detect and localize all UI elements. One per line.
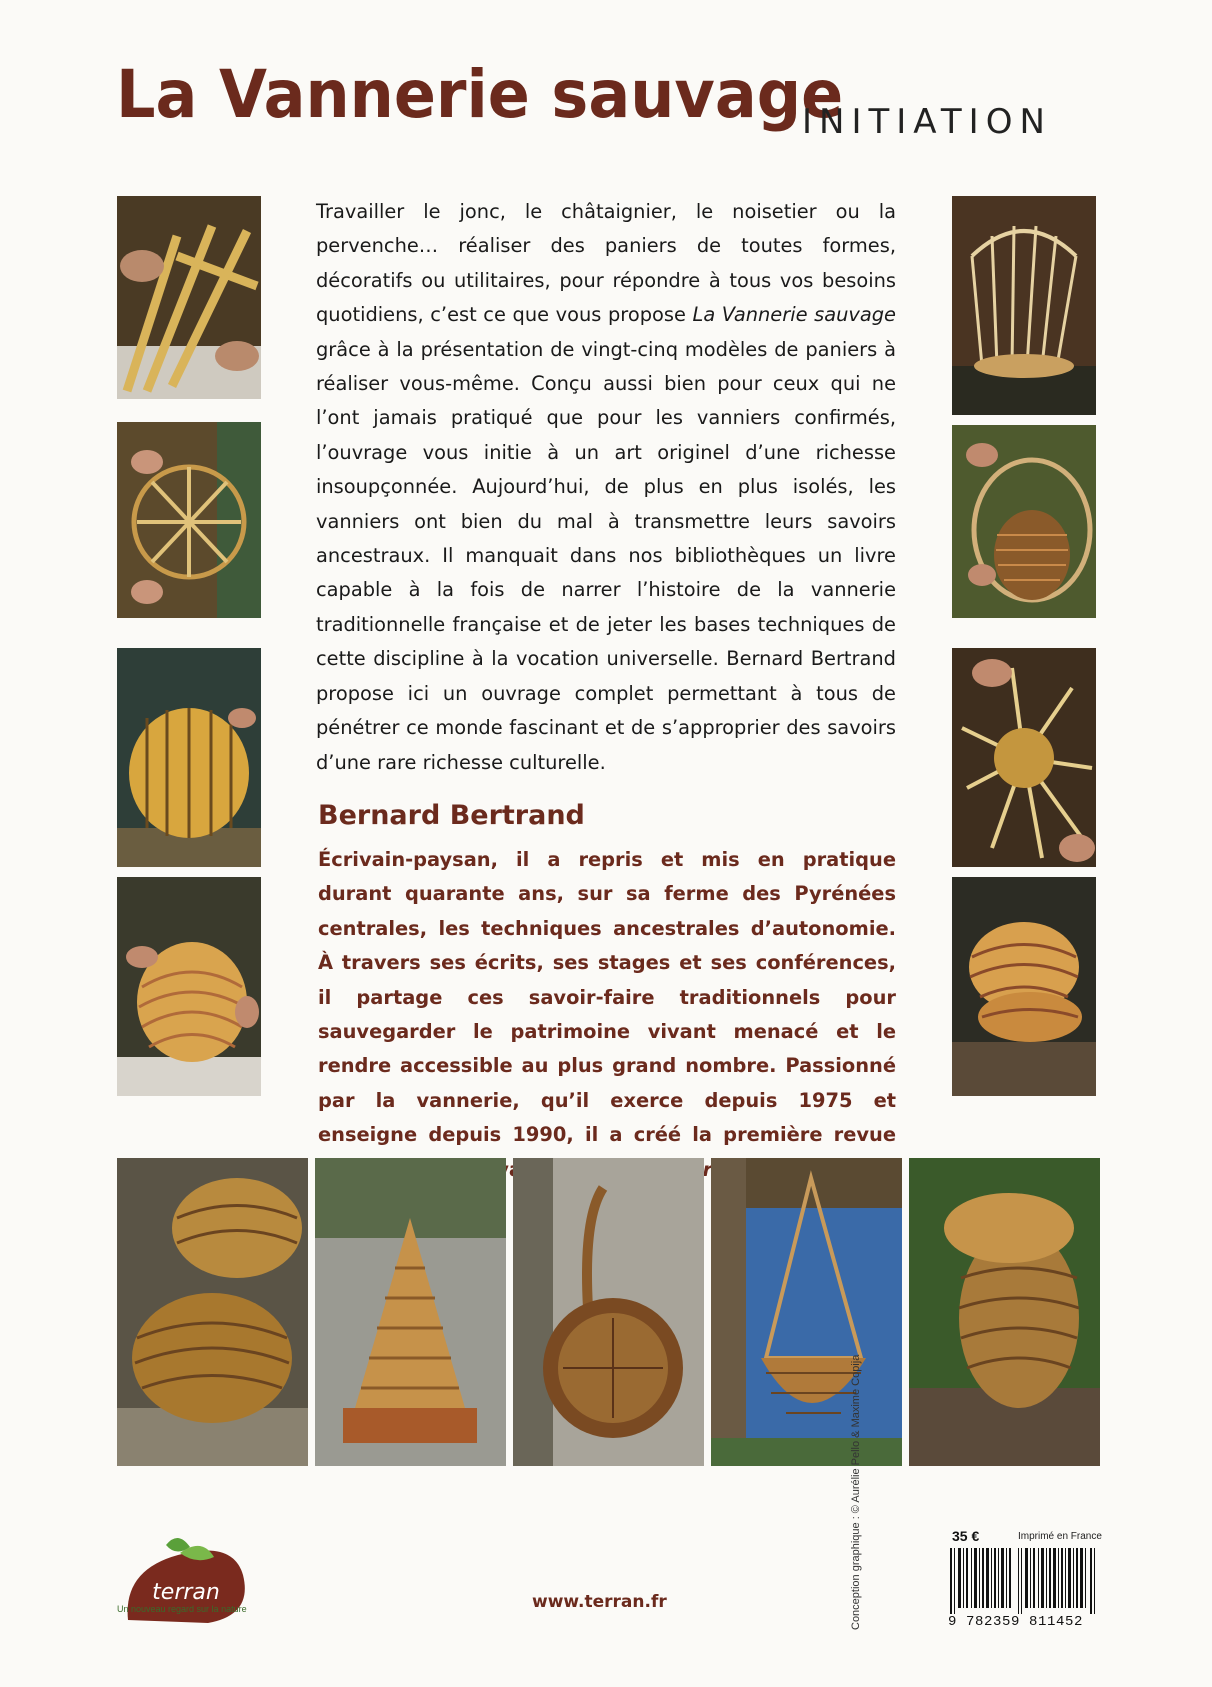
description-part-2: grâce à la présentation de vingt-cinq modèles de paniers à réaliser vous-même. Conçu aussi bien pour ceux qui ne l’ont jamais pratiqué que pour les vanniers confirmés, l’ouvrage vous initie à un art originel d’une richesse insoupçonnée. Aujourd’hui, de plus en plus isolés, les vanniers ont bien du mal à transmettre leurs savoirs ancestraux. Il manquait dans nos bibliothèques un livre capable à la fois de narrer l’histoire de la vannerie traditionnelle française et de jeter les bases techniques de cette discipline à la vocation universelle. Bernard Bertrand propose ici un ouvrage complet permettant à tous de pénétrer ce monde fascinant et de s’approprier des savoirs d’une rare richesse culturelle. bbox=[316, 337, 896, 774]
photo-left-1 bbox=[117, 196, 261, 399]
photo-right-1 bbox=[952, 196, 1096, 415]
photo-right-3 bbox=[952, 648, 1096, 867]
photo-bottom-1 bbox=[117, 1158, 308, 1466]
photo-left-2 bbox=[117, 422, 261, 618]
photo-bottom-2 bbox=[315, 1158, 506, 1466]
barcode bbox=[948, 1548, 1096, 1614]
design-credit: Conception graphique : © Aurélie Pello & Maxime Copija bbox=[850, 1354, 862, 1630]
book-title: La Vannerie sauvage bbox=[116, 56, 844, 133]
description-book-title: La Vannerie sauvage bbox=[692, 303, 896, 327]
description-text bbox=[316, 195, 896, 780]
title-block bbox=[116, 56, 890, 152]
author-name: Bernard Bertrand bbox=[318, 800, 585, 831]
photo-bottom-4 bbox=[711, 1158, 902, 1466]
isbn-number: 9 782359 811452 bbox=[948, 1614, 1084, 1630]
logo-text: terran bbox=[152, 1580, 220, 1605]
publisher-tagline: Un nouveau regard sur la nature bbox=[117, 1604, 247, 1614]
photo-right-2 bbox=[952, 425, 1096, 618]
website-link[interactable]: www.terran.fr bbox=[532, 1592, 667, 1612]
price: 35 € bbox=[952, 1528, 980, 1544]
photo-right-4 bbox=[952, 877, 1096, 1096]
description-part-1: Travailler le jonc, le châtaignier, le noisetier ou la pervenche… réaliser des paniers de toutes formes, décoratifs ou utilitaires, pour répondre à tous vos besoins quotidiens, c’est ce que vous propose bbox=[316, 200, 896, 327]
author-bio-text: Écrivain-paysan, il a repris et mis en pratique durant quarante ans, sur sa ferme des Pyrénées centrales, les techniques ancestrales d’autonomie. À travers ses écrits, ses stages et ses conférences, il partage ces savoir-faire traditionnels pour sauvegarder le patrimoine vivant menacé et le rendre accessible au plus grand nombre. Passionné par la vannerie, qu’il exerce depuis 1975 et enseigne depuis 1990, il a créé la première revue bbox=[318, 848, 896, 1147]
photo-bottom-5 bbox=[909, 1158, 1100, 1466]
photo-bottom-3 bbox=[513, 1158, 704, 1466]
terran-logo bbox=[118, 1535, 258, 1630]
book-subtitle: INITIATION bbox=[802, 102, 1052, 142]
photo-left-4 bbox=[117, 877, 261, 1096]
printed-in: Imprimé en France bbox=[1018, 1531, 1102, 1542]
photo-left-3 bbox=[117, 648, 261, 867]
author-bio bbox=[318, 843, 896, 1187]
